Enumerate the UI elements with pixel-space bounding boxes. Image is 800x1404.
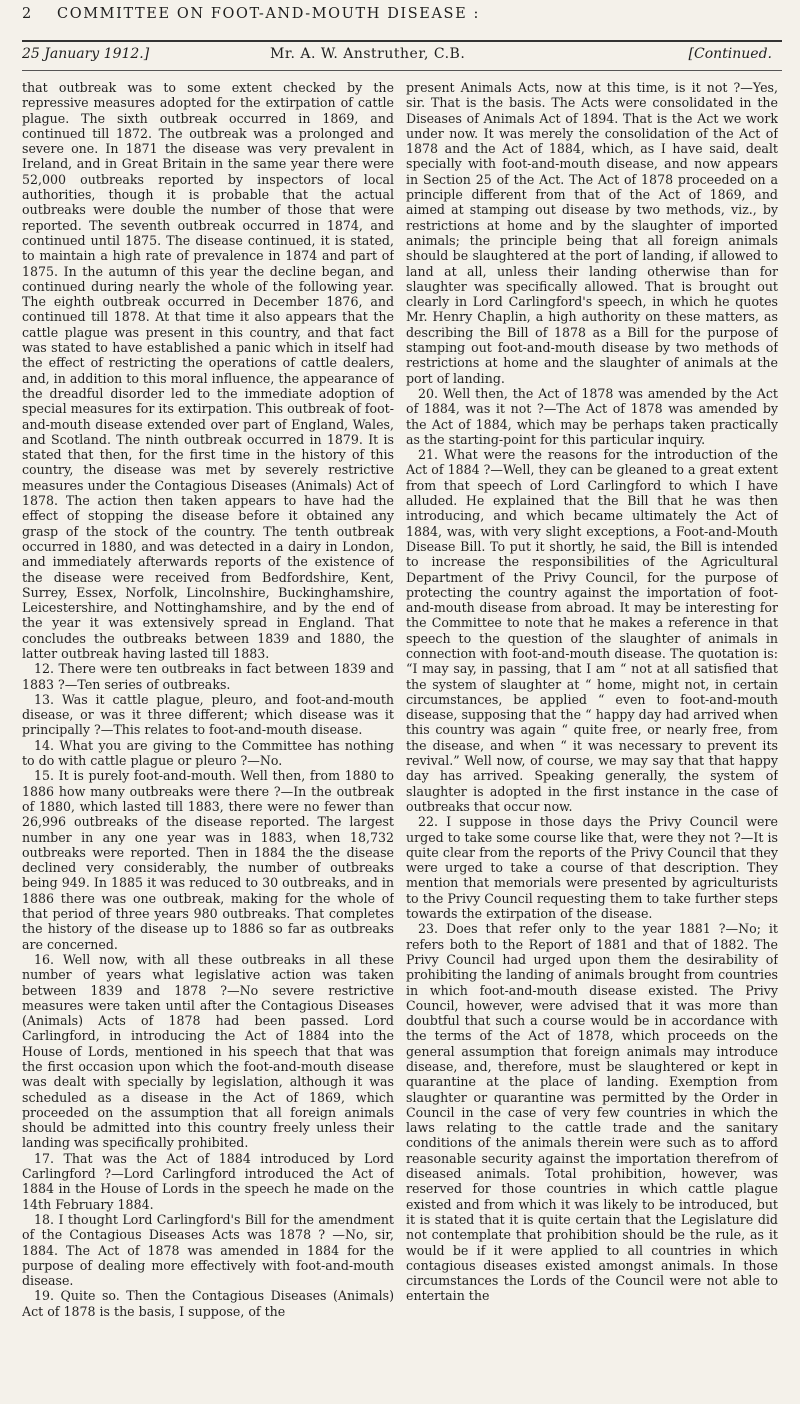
continued-label: [Continued. bbox=[688, 46, 772, 62]
paragraph: 21. What were the reasons for the introduction of the Act of 1884 ?—Well, they can be gleaned to a great extent from that speech of Lord Carlingford to which I have alluded. He explained that the Bill that he was then introducing, and which became ultimately the Act of 1884, was, with very slight exceptions, a Foot-and-Mouth Disease Bill. To put it shortly, he said, the Bill is intended to increase the responsibilities of the Agricultural Department of the Privy Council, for the purpose of protecting the country against the importation of foot-and-mouth disease from abroad. It may be interesting for the Committee to note that he makes a reference in that speech to the question of the slaughter of animals in connection with foot-and-mouth disease. The quotation is: “I may say, in passing, that I am “ not at all satisfied that the system of slaughter at “ home, might not, in certain circumstances, be applied “ even to foot-and-mouth disease, supposing that the “ happy day had arrived when this country was again “ quite free, or nearly free, from the disease, and when “ it was necessary to prevent its revival.” Well now, of course, we may say that that happy day has arrived. Speaking generally, the system of slaughter is adopted in the first instance in the case of outbreaks that occur now. bbox=[406, 447, 778, 814]
running-head bbox=[22, 6, 780, 22]
paragraph: present Animals Acts, now at this time, is it not ?—Yes, sir. That is the basis. The Acts were consolidated in the Diseases of Animals Act of 1894. That is the Act we work under now. It was merely the consolidation of the Act of 1878 and the Act of 1884, which, as I have said, dealt specially with foot-and-mouth disease, and now appears in Section 25 of the Act. The Act of 1878 proceeded on a principle different from that of the Act of 1869, and aimed at stamping out disease by two methods, viz., by restrictions at home and by the slaughter of imported animals; the principle being that all foreign animals should be slaughtered at the port of landing, if allowed to land at all, unless their landing otherwise than for slaughter was specifically allowed. That is brought out clearly in Lord Carlingford's speech, in which he quotes Mr. Henry Chaplin, a high authority on these matters, as describing the Bill of 1878 as a Bill for the purpose of stamping out foot-and-mouth disease by two methods of restrictions at home and the slaughter of animals at the port of landing. bbox=[406, 80, 778, 386]
paragraph: 16. Well now, with all these outbreaks in all these number of years what legislative action was taken between 1839 and 1878 ?—No severe restrictive measures were taken until after the Contagious Diseases (Animals) Acts of 1878 had been passed. Lord Carlingford, in introducing the Act of 1884 into the House of Lords, mentioned in his speech that that was the first occasion upon which the foot-and-mouth disease was dealt with specially by legislation, although it was scheduled as a disease in the Act of 1869, which proceeded on the assumption that all foreign animals should be admitted into this country freely unless their landing was specifically prohibited. bbox=[22, 951, 394, 1151]
left-column bbox=[22, 80, 394, 1400]
witness-name: Mr. A. W. Anstruther, C.B. bbox=[270, 46, 466, 62]
paragraph: 19. Quite so. Then the Contagious Diseases (Animals) Act of 1878 is the basis, I suppose, of the bbox=[22, 1288, 394, 1319]
paragraph: 17. That was the Act of 1884 introduced by Lord Carlingford ?—Lord Carlingford introduced the Act of 1884 in the House of Lords in the speech he made on the 14th February 1884. bbox=[22, 1150, 394, 1212]
paragraph: 15. It is purely foot-and-mouth. Well then, from 1880 to 1886 how many outbreaks were there ?—In the outbreak of 1880, which lasted till 1883, there were no fewer than 26,996 outbreaks of the disease reported. The largest number in any one year was in 1883, when 18,732 outbreaks were reported. Then in 1884 the the disease declined very considerably, the number of outbreaks being 949. In 1885 it was reduced to 30 outbreaks, and in 1886 there was one outbreak, making for the whole of that period of three years 980 outbreaks. That completes the history of the disease up to 1886 so far as outbreaks are concerned. bbox=[22, 768, 394, 952]
paragraph: 12. There were ten outbreaks in fact between 1839 and 1883 ?—Ten series of outbreaks. bbox=[22, 661, 394, 692]
paragraph: 23. Does that refer only to the year 1881 ?—No; it refers both to the Report of 1881 and that of 1882. The Privy Council had urged upon them the desirability of prohibiting the landing of animals brought from countries in which foot-and-mouth disease existed. The Privy Council, however, were advised that it was more than doubtful that such a course would be in accordance with the terms of the Act of 1878, which proceeds on the general assumption that foreign animals may introduce disease, and, therefore, must be slaughtered or kept in quarantine at the place of landing. Exemption from slaughter or quarantine was permitted by the Order in Council in the case of very few countries in which the laws relating to the cattle trade and the sanitary conditions of the animals therein were such as to afford reasonable security against the importation therefrom of diseased animals. Total prohibition, however, was reserved for those countries in which cattle plague existed and from which it was likely to be introduced, but it is stated that it is quite certain that the Legislature did not contemplate that prohibition should be the rule, as it would be if it were applied to all countries in which contagious diseases existed amongst animals. In those circumstances the Lords of the Council were not able to entertain the bbox=[406, 921, 778, 1304]
header-rule bbox=[22, 40, 782, 42]
paragraph: 14. What you are giving to the Committee has nothing to do with cattle plague or pleuro ?—No. bbox=[22, 737, 394, 769]
paragraph: 13. Was it cattle plague, pleuro, and foot-and-mouth disease, or was it three different; which disease was it principally ?—This relates to foot-and-mouth disease. bbox=[22, 691, 394, 738]
paragraph: 22. I suppose in those days the Privy Council were urged to take some course like that, were they not ?—It is quite clear from the reports of the Privy Council that they were urged to take a course of that description. They mention that memorials were presented by agriculturists to the Privy Council requesting them to take further steps towards the extirpation of the disease. bbox=[406, 814, 778, 922]
paragraph: 20. Well then, the Act of 1878 was amended by the Act of 1884, was it not ?—The Act of 1878 was amended by the Act of 1884, which may be perhaps taken practically as the starting-point for this particular inquiry. bbox=[406, 385, 778, 447]
running-title: COMMITTEE ON FOOT-AND-MOUTH DISEASE : bbox=[57, 6, 480, 22]
subheader bbox=[22, 46, 780, 68]
page-number: 2 bbox=[22, 6, 33, 22]
paragraph: 18. I thought Lord Carlingford's Bill for the amendment of the Contagious Diseases Acts was 1878 ? —No, sir, 1884. The Act of 1878 was amended in 1884 for the purpose of dealing more effectively with foot-and-mouth disease. bbox=[22, 1211, 394, 1289]
right-column bbox=[406, 80, 778, 1400]
subheader-rule bbox=[22, 70, 782, 71]
paragraph: that outbreak was to some extent checked by the repressive measures adopted for the extirpation of cattle plague. The sixth outbreak occurred in 1869, and continued till 1872. The outbreak was a prolonged and severe one. In 1871 the disease was very prevalent in Ireland, and in Great Britain in the same year there were 52,000 outbreaks reported by inspectors of local authorities, though it is probable that the actual outbreaks were double the number of those that were reported. The seventh outbreak occurred in 1874, and continued until 1875. The disease continued, it is stated, to maintain a high rate of prevalence in 1874 and part of 1875. In the autumn of this year the decline began, and continued during nearly the whole of the following year. The eighth outbreak occurred in December 1876, and continued till 1878. At that time it also appears that the cattle plague was present in this country, and that fact was stated to have established a panic which in itself had the effect of restricting the operations of cattle dealers, and, in addition to this moral influence, the appearance of the dreadful disorder led to the immediate adoption of special measures for its extirpation. This outbreak of foot-and-mouth disease extended over part of England, Wales, and Scotland. The ninth outbreak occurred in 1879. It is stated that then, for the first time in the history of this country, the disease was met by severely restrictive measures under the Contagious Diseases (Animals) Act of 1878. The action then taken appears to have had the effect of stopping the disease before it obtained any grasp of the stock of the country. The tenth outbreak occurred in 1880, and was detected in a dairy in London, and immediately afterwards reports of the existence of the disease were received from Bedfordshire, Kent, Surrey, Essex, Norfolk, Lincolnshire, Buckinghamshire, Leicestershire, and Nottinghamshire, and by the end of the year it was extensively spread in England. That concludes the outbreaks between 1839 and 1880, the latter outbreak having lasted till 1883. bbox=[22, 80, 394, 661]
sitting-date: 25 January 1912.] bbox=[22, 46, 150, 62]
